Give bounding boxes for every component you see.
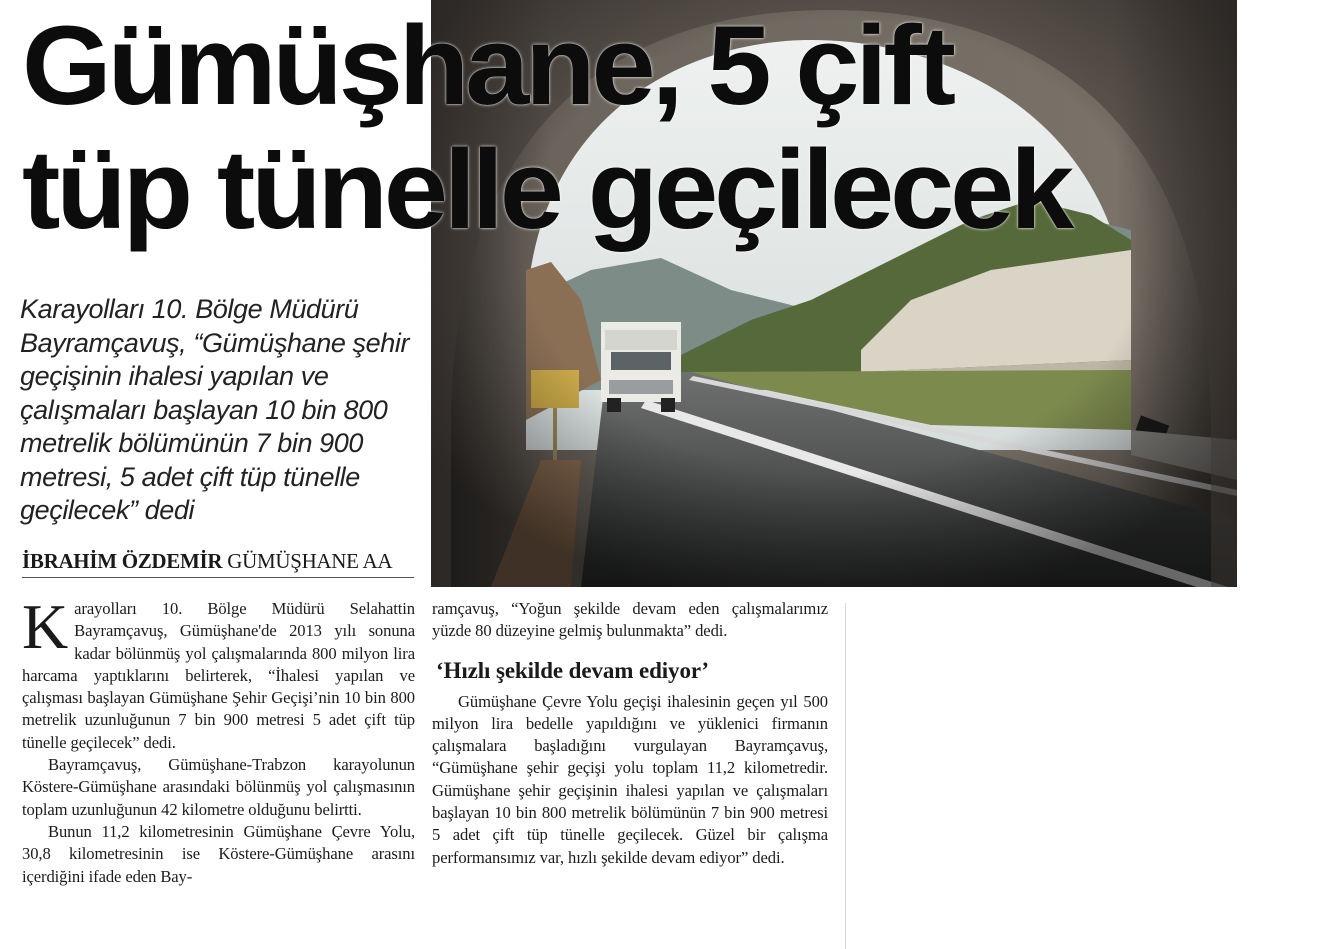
headline [22, 4, 1299, 252]
column-divider [845, 603, 846, 949]
body-paragraph: Bayramçavuş, Gümüşhane-Trabzon karayolunun Köstere-Gümüşhane arasındaki bölünmüş yol çalışmasının toplam uzunluğunun 42 kilometre olduğunu belirtti. [22, 755, 415, 819]
headline-line-2: tüp tünelle geçilecek [22, 127, 1071, 252]
body-column-1 [22, 591, 415, 888]
section-subheading: ‘Hızlı şekilde devam ediyor’ [436, 657, 709, 683]
body-paragraph [22, 591, 415, 754]
byline-author: İBRAHİM ÖZDEMİR [22, 549, 223, 573]
body-column-2 [432, 598, 828, 869]
article-deck: Karayolları 10. Bölge Müdürü Bayramçavuş, “Gümüşhane şehir geçişinin ihalesi yapılan ve çalışmaları başlayan 10 bin 800 metrelik bölümünün 7 bin 900 metresi, 5 adet çift tüp tünelle geçilecek” dedi [20, 294, 410, 525]
body-paragraph-text: arayolları 10. Bölge Müdürü Selahattin Bayramçavuş, Gümüşhane'de 2013 yılı sonuna kadar bölünmüş yol çalışmalarında 800 milyon lira harcama yaptıklarını belirterek, “İhalesi yapılan ve çalışması başlayan Gümüşhane Şehir Geçişi’nin 10 bin 800 metrelik uzunluğunun 7 bin 900 metresi 5 adet çift tüp tünelle geçilecek” dedi. [22, 599, 415, 752]
drop-cap: K [22, 591, 69, 662]
body-paragraph: Bunun 11,2 kilometresinin Gümüşhane Çevre Yolu, 30,8 kilometresinin ise Köstere-Gümüşhane arasını içerdiğini ifade eden Bay- [22, 821, 415, 886]
byline [22, 548, 414, 578]
body-paragraph: ramçavuş, “Yoğun şekilde devam eden çalışmalarımız yüzde 80 düzeyine gelmiş bulunmakta” dedi. [432, 599, 828, 641]
byline-location: GÜMÜŞHANE AA [227, 549, 393, 573]
body-paragraph: Gümüşhane Çevre Yolu geçişi ihalesinin geçen yıl 500 milyon lira bedelle yapıldığını ve yüklenici firmanın çalışmalara başladığını vurgulayan Bayramçavuş, “Gümüşhane şehir geçişi yolu toplam 11,2 kilometredir. Gümüşhane şehir geçişinin ihalesi yapılan ve çalışmaları başlayan 10 bin 800 metrelik bölümünün 7 bin 900 metresi 5 adet çift tüp tünelle geçilecek. Güzel bir çalışma performansımız var, hızlı şekilde devam ediyor” dedi. [432, 691, 828, 867]
headline-line-1: Gümüşhane, 5 çift [22, 3, 952, 128]
